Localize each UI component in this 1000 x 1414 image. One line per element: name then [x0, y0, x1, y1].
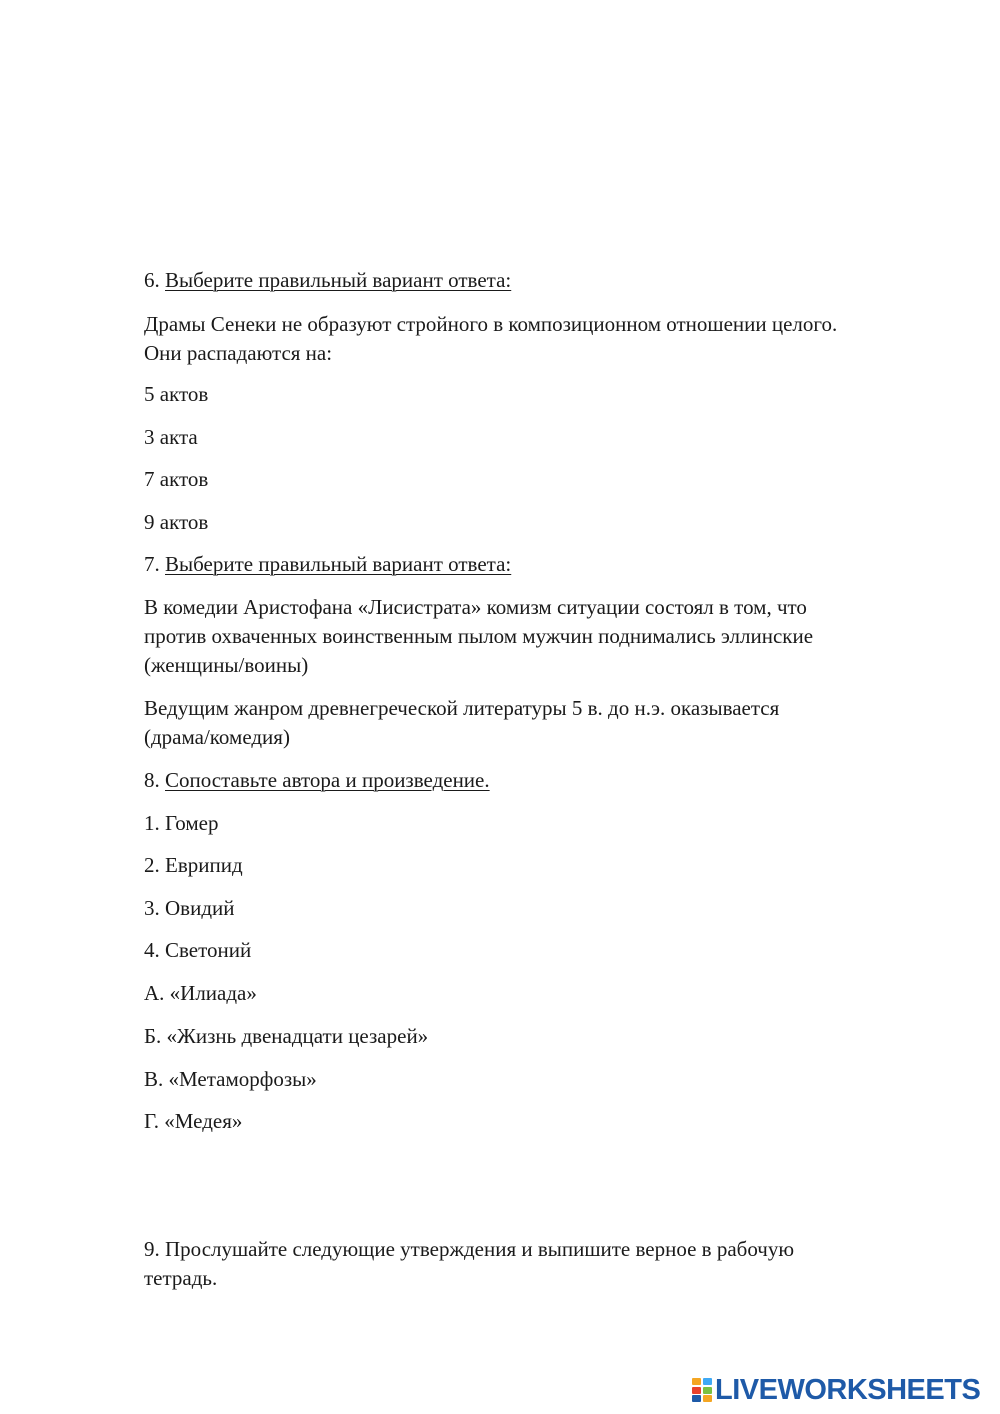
q8-author-2[interactable]: 2. Еврипид	[144, 853, 243, 877]
q6-number: 6.	[144, 268, 160, 292]
q8-author-3[interactable]: 3. Овидий	[144, 896, 235, 920]
q6-option-3[interactable]: 7 актов	[144, 467, 209, 491]
liveworksheets-logo-icon	[692, 1378, 712, 1402]
q7-statement1-choice[interactable]: (женщины/воины)	[144, 653, 309, 677]
q7-statement1-line2: против охваченных воинственным пылом мужчин поднимались эллинские	[144, 624, 814, 648]
q9-text-line2: тетрадь.	[144, 1266, 218, 1290]
q9-text-line1: 9. Прослушайте следующие утверждения и выпишите верное в рабочую	[144, 1237, 795, 1261]
q8-work-d[interactable]: Г. «Медея»	[144, 1109, 243, 1133]
q6-text-line1: Драмы Сенеки не образуют стройного в композиционном отношении целого.	[144, 312, 838, 336]
q8-work-a[interactable]: А. «Илиада»	[144, 981, 257, 1005]
q7-statement1-line1: В комедии Аристофана «Лисистрата» комизм ситуации состоял в том, что	[144, 595, 807, 619]
q8-heading	[144, 766, 490, 795]
q6-heading	[144, 266, 511, 295]
q8-work-c[interactable]: В. «Метаморфозы»	[144, 1067, 317, 1091]
liveworksheets-logo	[692, 1376, 980, 1404]
q7-statement2-line1: Ведущим жанром древнегреческой литературы 5 в. до н.э. оказывается	[144, 696, 780, 720]
q8-number: 8.	[144, 768, 160, 792]
q8-instruction: Сопоставьте автора и произведение.	[165, 768, 490, 792]
q7-statement2-choice[interactable]: (драма/комедия)	[144, 725, 290, 749]
liveworksheets-logo-text: LIVEWORKSHEETS	[715, 1374, 981, 1406]
q7-instruction: Выберите правильный вариант ответа:	[165, 552, 512, 576]
q8-author-1[interactable]: 1. Гомер	[144, 811, 219, 835]
q7-heading	[144, 550, 511, 579]
q6-option-2[interactable]: 3 акта	[144, 425, 198, 449]
q6-option-4[interactable]: 9 актов	[144, 510, 209, 534]
q6-option-1[interactable]: 5 актов	[144, 382, 209, 406]
q6-instruction: Выберите правильный вариант ответа:	[165, 268, 512, 292]
q8-work-b[interactable]: Б. «Жизнь двенадцати цезарей»	[144, 1024, 429, 1048]
q8-author-4[interactable]: 4. Светоний	[144, 938, 252, 962]
q6-text-line2: Они распадаются на:	[144, 341, 333, 365]
q7-number: 7.	[144, 552, 160, 576]
